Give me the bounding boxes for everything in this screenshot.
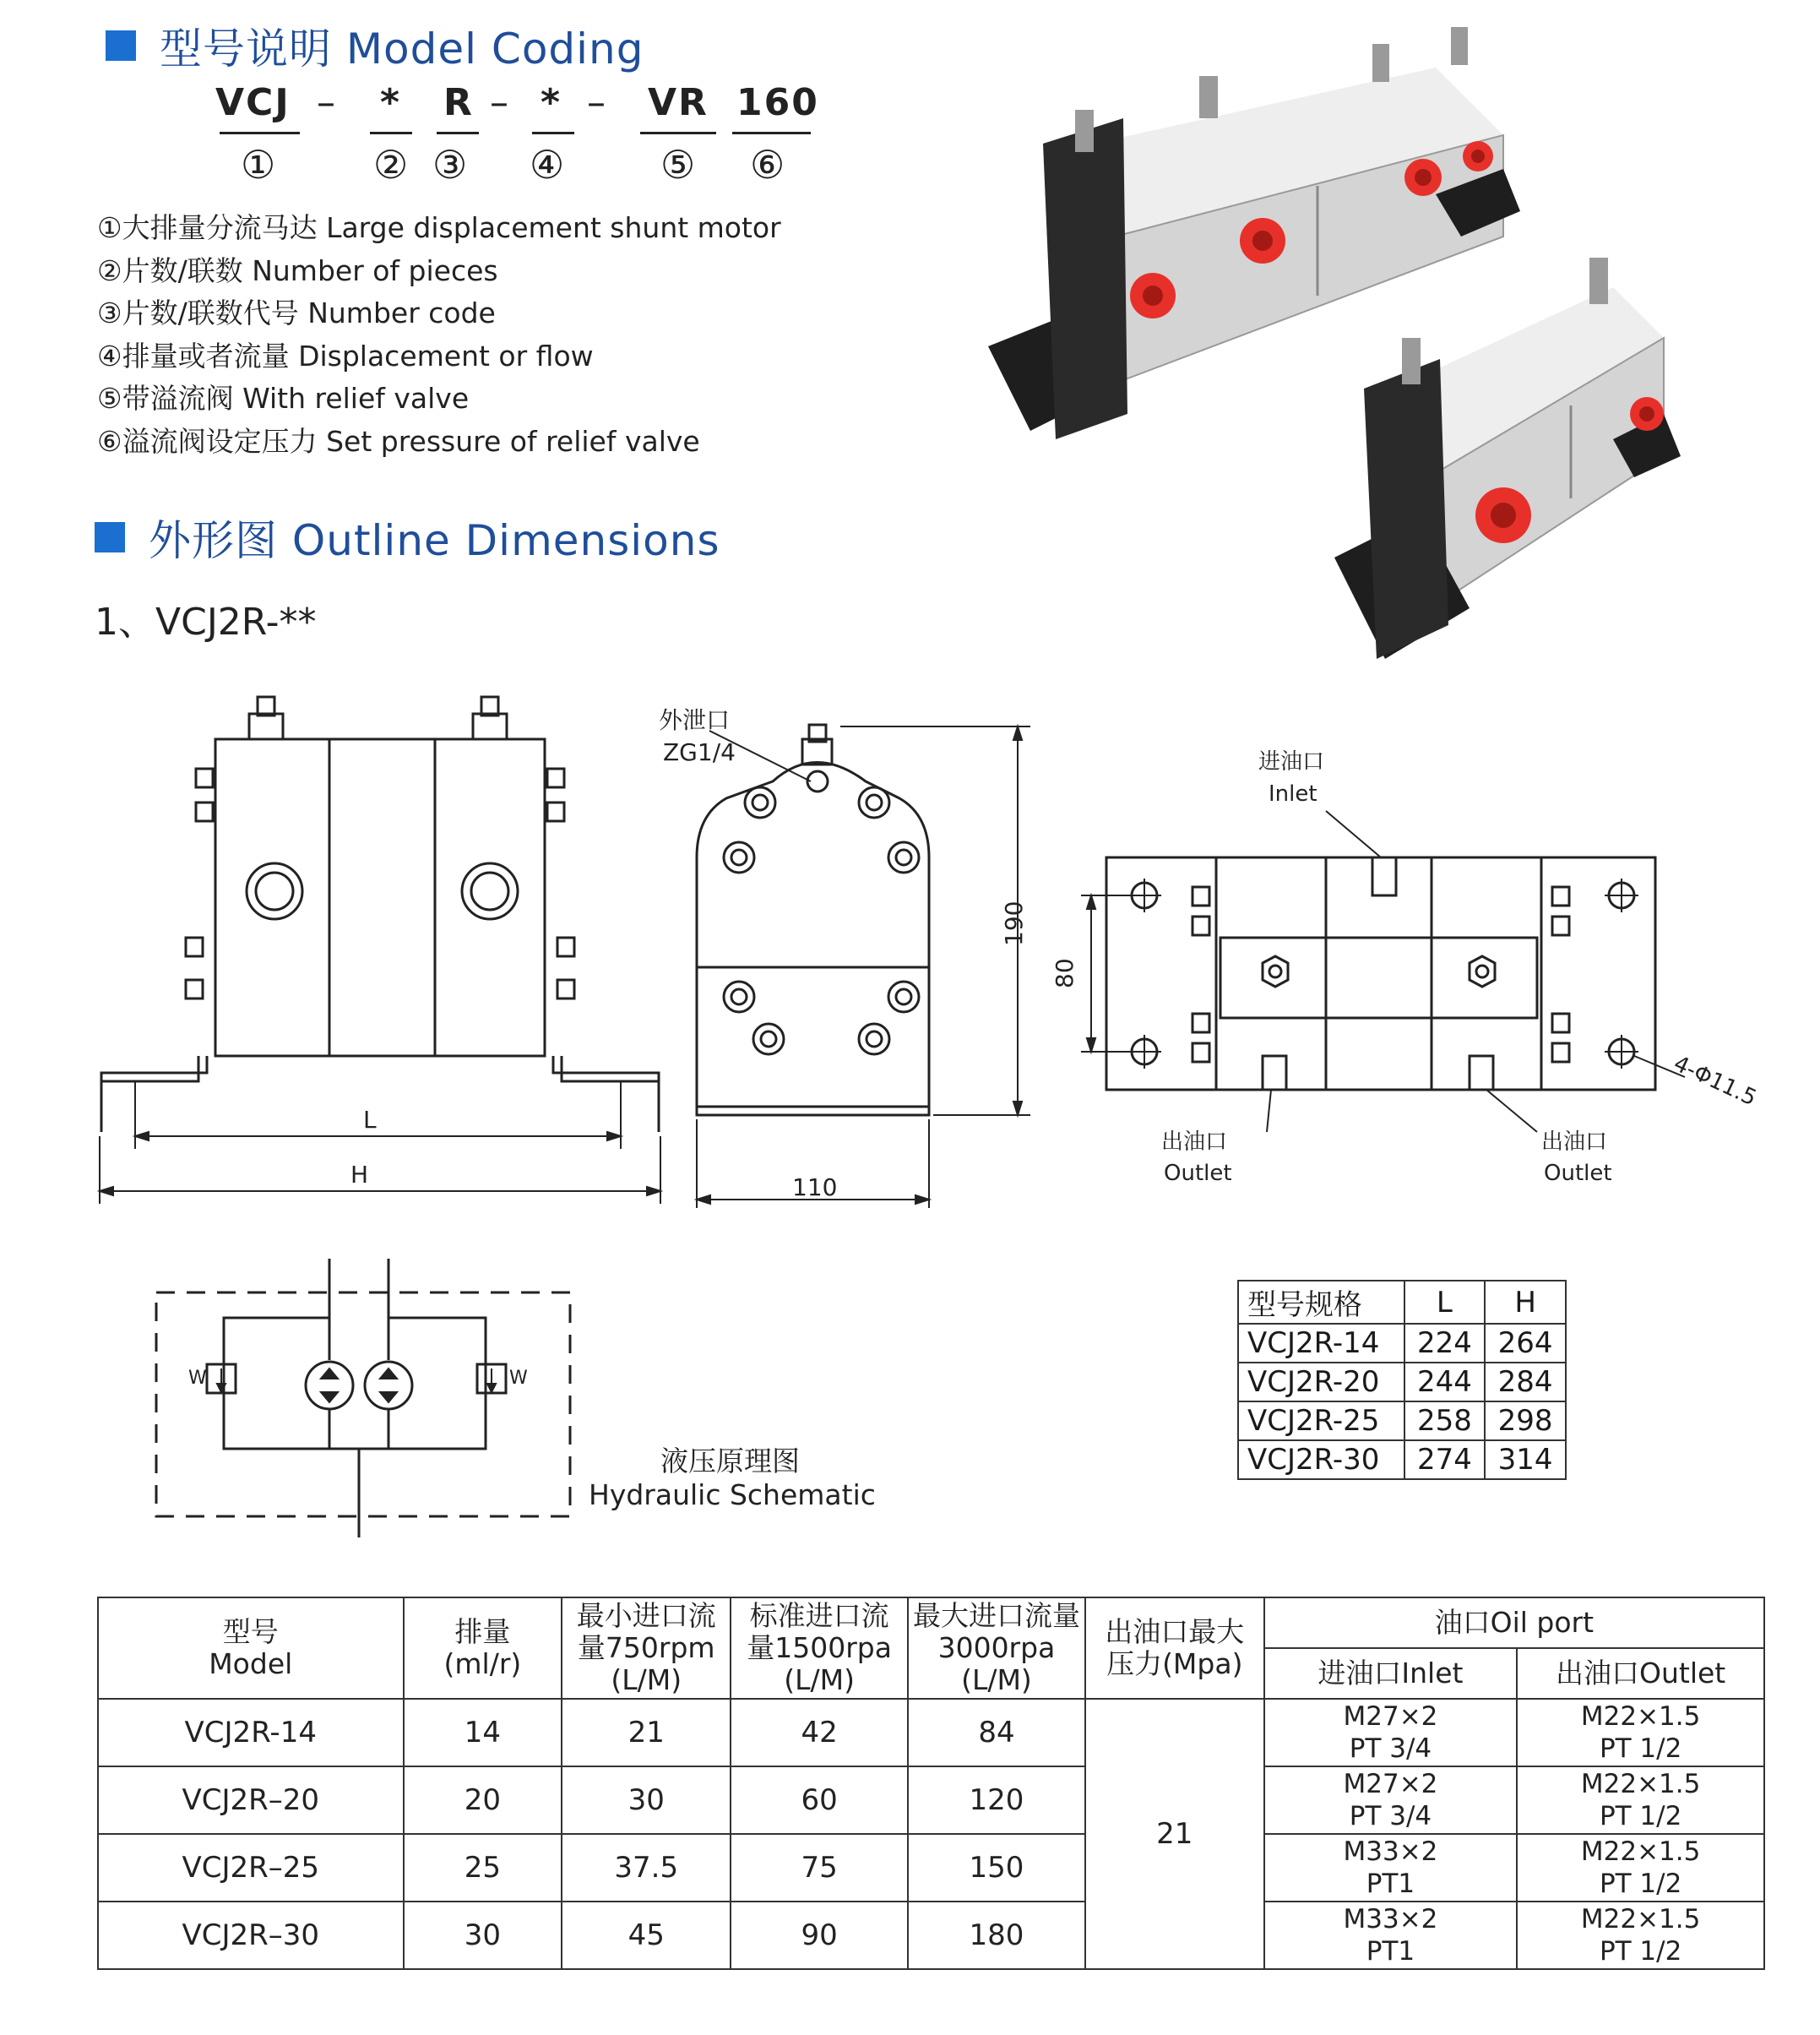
cell-displacement: 14 — [404, 1699, 562, 1766]
cell-std-flow: 75 — [731, 1834, 908, 1902]
table-cell: VCJ2R-30 — [1238, 1440, 1404, 1479]
cell-inlet: M27×2 PT 3/4 — [1264, 1699, 1518, 1766]
cell-max-flow: 84 — [908, 1699, 1085, 1766]
dim-80-label: 80 — [1051, 958, 1078, 988]
code-separator: – — [587, 81, 606, 124]
table-row — [98, 1699, 1764, 1766]
cell-displacement: 30 — [404, 1902, 562, 1969]
schematic-w-left: W — [188, 1368, 207, 1389]
cell-inlet: M33×2 PT1 — [1264, 1834, 1518, 1902]
header-max-flow: 最大进口流量 3000rpa (L/M) — [908, 1597, 1085, 1699]
code-token-pressure: 160 — [736, 81, 819, 124]
table-header-cell: H — [1485, 1281, 1566, 1324]
table-row — [98, 1834, 1764, 1902]
table-cell: 298 — [1485, 1401, 1566, 1440]
cell-min-flow: 30 — [562, 1766, 731, 1834]
cell-outlet: M22×1.5 PT 1/2 — [1517, 1902, 1764, 1969]
table-header-row — [98, 1597, 1764, 1648]
code-separator: – — [490, 81, 508, 124]
small-motor-illustration — [1334, 258, 1681, 659]
cell-inlet: M33×2 PT1 — [1264, 1902, 1518, 1969]
header-outlet: 出油口Outlet — [1517, 1648, 1764, 1699]
side-view-drawing — [659, 693, 1064, 1216]
spec-table — [97, 1597, 1765, 1970]
cell-inlet: M27×2 PT 3/4 — [1264, 1766, 1518, 1834]
header-inlet: 进油口Inlet — [1264, 1648, 1518, 1699]
table-cell: 274 — [1404, 1440, 1486, 1479]
table-cell: VCJ2R-25 — [1238, 1401, 1404, 1440]
cell-model: VCJ2R–25 — [98, 1834, 404, 1902]
dim-H-label: H — [350, 1161, 369, 1189]
code-token-vr: VR — [648, 81, 709, 124]
cell-max-flow: 120 — [908, 1766, 1085, 1834]
table-cell: 244 — [1404, 1363, 1486, 1401]
cell-min-flow: 21 — [562, 1699, 731, 1766]
code-number-5: ⑤ — [660, 142, 696, 188]
legend-item: ③片数/联数代号 Number code — [97, 297, 496, 329]
table-cell: VCJ2R-20 — [1238, 1363, 1404, 1401]
bullet-square-icon — [106, 30, 136, 61]
code-number-2: ② — [373, 142, 409, 188]
table-cell: 258 — [1404, 1401, 1486, 1440]
table-row — [98, 1902, 1764, 1969]
cell-std-flow: 42 — [731, 1699, 908, 1766]
table-cell: 314 — [1485, 1440, 1566, 1479]
cell-min-flow: 37.5 — [562, 1834, 731, 1902]
cell-model: VCJ2R–20 — [98, 1766, 404, 1834]
model-code-diagram — [215, 81, 849, 188]
table-row — [1238, 1281, 1566, 1324]
dimension-table — [1237, 1280, 1567, 1480]
inlet-label-en: Inlet — [1269, 781, 1317, 807]
hydraulic-schematic — [148, 1259, 587, 1537]
drain-port-label-zh: 外泄口 — [659, 706, 731, 734]
schematic-w-right: W — [509, 1368, 528, 1389]
cell-outlet: M22×1.5 PT 1/2 — [1517, 1766, 1764, 1834]
cell-outlet: M22×1.5 PT 1/2 — [1517, 1699, 1764, 1766]
cell-max-pressure: 21 — [1085, 1699, 1264, 1969]
schematic-caption — [589, 1445, 876, 1512]
code-token-displacement: * — [541, 81, 562, 124]
code-number-6: ⑥ — [750, 142, 785, 188]
table-cell: 264 — [1485, 1324, 1566, 1363]
table-cell: 284 — [1485, 1363, 1566, 1401]
legend-item: ④排量或者流量 Displacement or flow — [97, 339, 594, 373]
bullet-square-icon — [95, 522, 125, 552]
cell-outlet: M22×1.5 PT 1/2 — [1517, 1834, 1764, 1902]
table-header-cell: L — [1404, 1281, 1486, 1324]
outlet-left-label-zh: 出油口 — [1161, 1129, 1228, 1155]
model-coding-title-text: 型号说明 Model Coding — [160, 24, 644, 73]
cell-std-flow: 90 — [731, 1902, 908, 1969]
outlet-right-label-en: Outlet — [1544, 1161, 1612, 1186]
header-oil-port: 油口Oil port — [1264, 1597, 1764, 1648]
dim-190-label: 190 — [1000, 901, 1028, 946]
schematic-caption-zh: 液压原理图 — [660, 1445, 800, 1477]
legend-item: ②片数/联数 Number of pieces — [97, 253, 498, 287]
table-row — [1238, 1440, 1566, 1479]
inlet-label-zh: 进油口 — [1258, 749, 1325, 775]
header-model: 型号 Model — [98, 1597, 404, 1699]
table-row — [1238, 1324, 1566, 1363]
code-token-vcj: VCJ — [215, 81, 291, 124]
code-separator: – — [317, 81, 335, 124]
outline-subtitle: 1、VCJ2R-** — [95, 601, 317, 644]
legend-item: ⑤带溢流阀 With relief valve — [97, 382, 470, 415]
dim-110-label: 110 — [792, 1173, 838, 1201]
cell-displacement: 25 — [404, 1834, 562, 1902]
outline-dimensions-title — [95, 507, 720, 568]
dim-L-label: L — [363, 1106, 377, 1134]
cell-max-flow: 180 — [908, 1902, 1085, 1969]
table-row — [1238, 1401, 1566, 1440]
model-code-legend — [97, 207, 781, 463]
code-number-1: ① — [241, 142, 276, 188]
outline-dimensions-title-text: 外形图 Outline Dimensions — [149, 516, 720, 565]
code-token-pieces: * — [380, 81, 402, 124]
header-min-flow: 最小进口流 量750rpm (L/M) — [562, 1597, 731, 1699]
code-token-r: R — [443, 81, 474, 124]
code-number-3: ③ — [432, 142, 468, 188]
table-row — [1238, 1363, 1566, 1401]
header-max-pressure: 出油口最大 压力(Mpa) — [1085, 1597, 1264, 1699]
top-view-drawing — [1047, 735, 1774, 1191]
table-row — [98, 1766, 1764, 1834]
legend-item: ①大排量分流马达 Large displacement shunt motor — [97, 211, 781, 244]
schematic-caption-en: Hydraulic Schematic — [589, 1478, 876, 1511]
cell-std-flow: 60 — [731, 1766, 908, 1834]
cell-displacement: 20 — [404, 1766, 562, 1834]
cell-model: VCJ2R–30 — [98, 1902, 404, 1969]
drain-port-code: ZG1/4 — [663, 738, 736, 766]
outlet-right-label-zh: 出油口 — [1541, 1129, 1608, 1155]
header-displacement: 排量 (ml/r) — [404, 1597, 562, 1699]
table-cell: 224 — [1404, 1324, 1486, 1363]
cell-model: VCJ2R-14 — [98, 1699, 404, 1766]
cell-min-flow: 45 — [562, 1902, 731, 1969]
front-view-drawing — [93, 676, 684, 1216]
table-cell: VCJ2R-14 — [1238, 1324, 1404, 1363]
model-coding-title — [106, 15, 644, 76]
legend-item: ⑥溢流阀设定压力 Set pressure of relief valve — [97, 424, 700, 458]
holes-label: 4-Φ11.5 — [1670, 1051, 1761, 1112]
table-header-cell: 型号规格 — [1238, 1281, 1404, 1324]
product-photo — [963, 17, 1740, 693]
header-std-flow: 标准进口流 量1500rpa (L/M) — [731, 1597, 908, 1699]
code-number-4: ④ — [530, 142, 565, 188]
cell-max-flow: 150 — [908, 1834, 1085, 1902]
outlet-left-label-en: Outlet — [1164, 1161, 1232, 1186]
